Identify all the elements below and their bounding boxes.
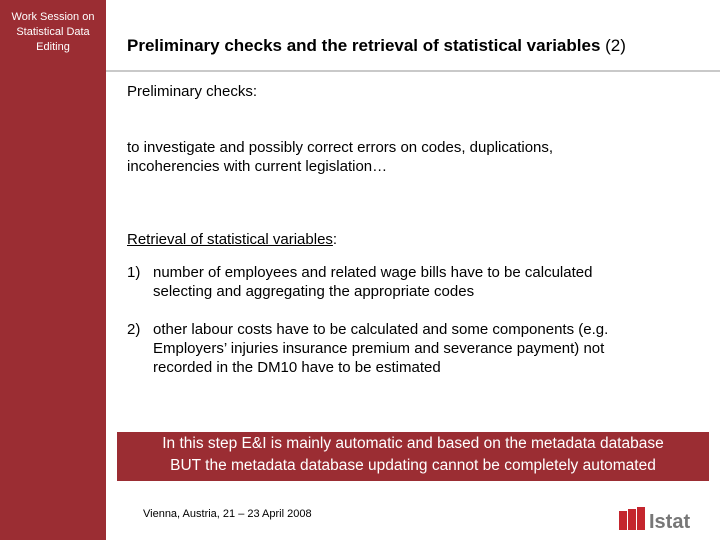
preliminary-heading: Preliminary checks: — [127, 83, 258, 100]
title-divider — [106, 70, 720, 72]
page-title-text: Preliminary checks and the retrieval of statistical variables — [127, 36, 601, 55]
retrieval-heading-colon: : — [332, 231, 338, 248]
preliminary-text — [127, 138, 707, 176]
callout-line: In this step E&I is mainly automatic and based on the metadata database — [162, 435, 664, 452]
list-item — [153, 263, 713, 301]
list-item — [153, 320, 713, 377]
retrieval-heading — [127, 230, 707, 249]
list-item-line: recorded in the DM10 have to be estimated — [153, 359, 441, 376]
page-title — [127, 36, 717, 56]
list-item-line: other labour costs have to be calculated and some components (e.g. — [153, 321, 609, 338]
preliminary-text-line: to investigate and possibly correct errors on codes, duplications, — [127, 139, 554, 156]
sidebar-title: Work Session on Statistical Data Editing — [11, 11, 95, 53]
footer-date: Vienna, Austria, 21 – 23 April 2008 — [143, 508, 312, 520]
callout-line: BUT the metadata database updating cannot be completely automated — [170, 457, 656, 474]
list-item-number: 2) — [127, 321, 141, 338]
list-item-number: 1) — [127, 264, 141, 281]
list-item-line: selecting and aggregating the appropriate codes — [153, 283, 475, 300]
istat-logo — [619, 506, 711, 532]
istat-logo-text: Istat — [649, 511, 691, 532]
list-item-line: number of employees and related wage bills have to be calculated — [153, 264, 593, 281]
istat-logo-icon — [619, 506, 711, 532]
preliminary-text-line: incoherencies with current legislation… — [127, 158, 388, 175]
sidebar — [0, 0, 106, 540]
callout-box — [117, 432, 709, 481]
list-item-line: Employers’ injuries insurance premium and severance payment) not — [153, 340, 605, 357]
retrieval-heading-text: Retrieval of statistical variables — [127, 231, 333, 248]
page-title-number: (2) — [605, 36, 626, 55]
